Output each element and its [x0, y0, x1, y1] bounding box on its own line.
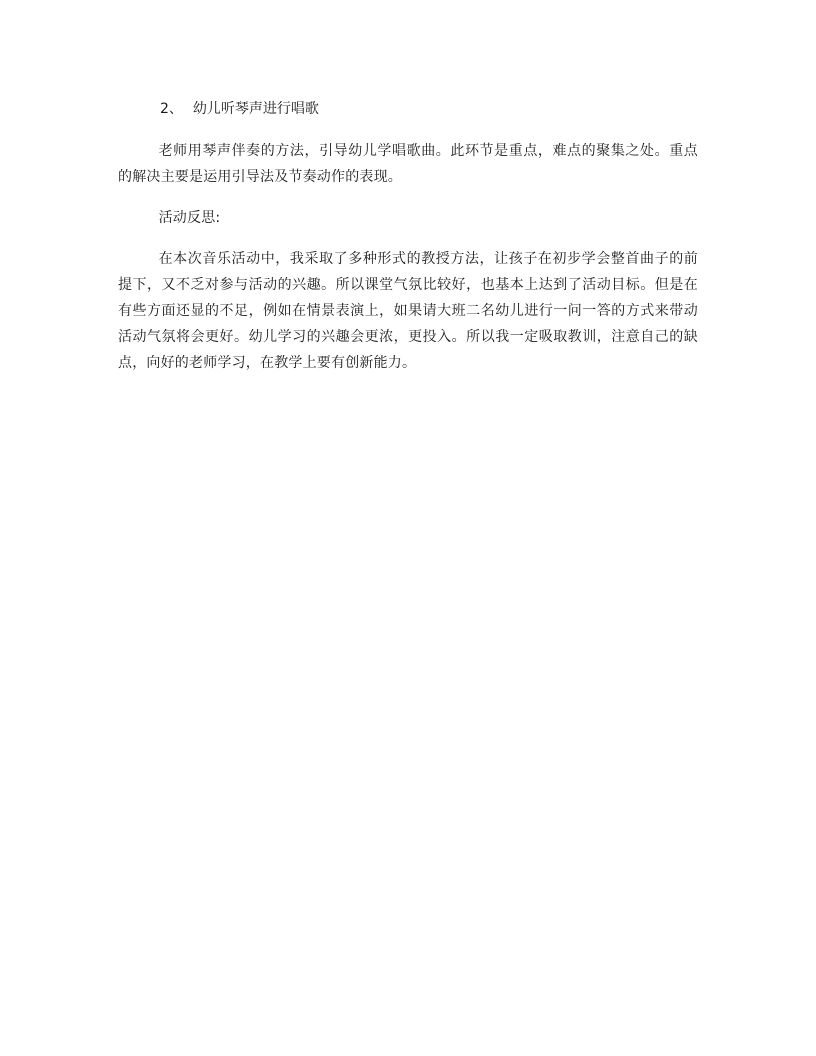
- section-number: 2、: [160, 101, 183, 117]
- section-heading: [118, 96, 698, 122]
- paragraph-method: 老师用琴声伴奏的方法，引导幼儿学唱歌曲。此环节是重点，难点的聚集之处。重点的解决主要是运用引导法及节奏动作的表现。: [118, 143, 698, 185]
- section-title: 幼儿听琴声进行唱歌: [192, 101, 319, 117]
- paragraph-reflection: 在本次音乐活动中，我采取了多种形式的教授方法，让孩子在初步学会整首曲子的前提下，又不乏对参与活动的兴趣。所以课堂气氛比较好，也基本上达到了活动目标。但是在有些方面还显的不足，例如在情景表演上，如果请大班二名幼儿进行一问一答的方式来带动活动气氛将会更好。幼儿学习的兴趣会更浓，更投入。所以我一定吸取教训，注意自己的缺点，向好的老师学习，在教学上要有创新能力。: [118, 251, 698, 371]
- reflection-heading: 活动反思:: [158, 210, 221, 226]
- document-body: [118, 96, 698, 376]
